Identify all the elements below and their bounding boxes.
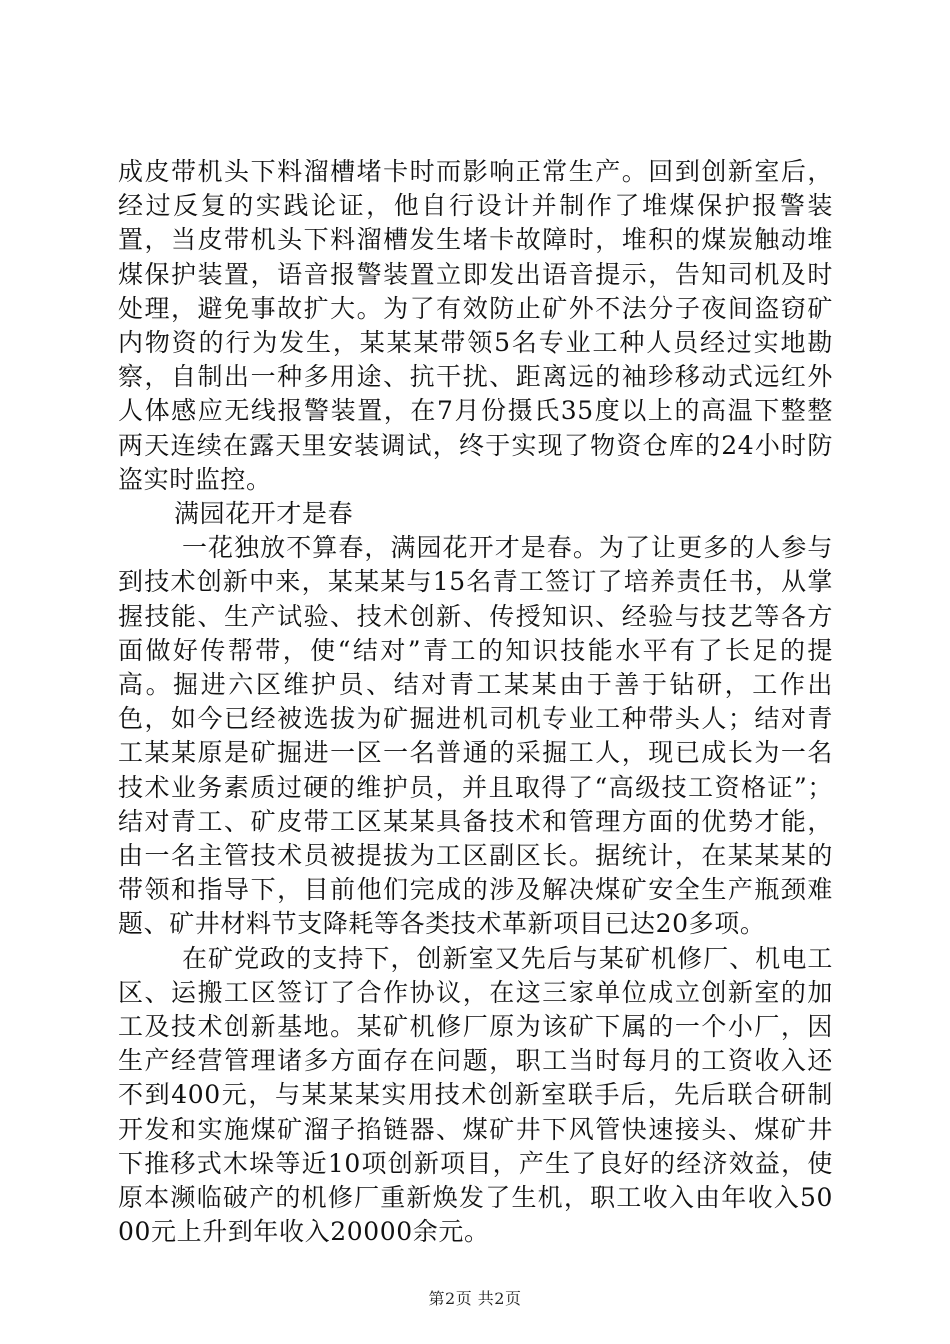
paragraph-continuation: 成皮带机头下料溜槽堵卡时而影响正常生产。回到创新室后，经过反复的实践论证，他自行设计并制作了堆煤保护报警装置，当皮带机头下料溜槽发生堵卡故障时，堆积的煤炭触动堆煤保护装置，语音报警装置立即发出语音提示，告知司机及时处理，避免事故扩大。为了有效防止矿外不法分子夜间盗窃矿内物资的行为发生，某某某带领5名专业工种人员经过实地勘察，自制出一种多用途、抗干扰、距离远的袖珍移动式远红外人体感应无线报警装置，在7月份摄氏35度以上的高温下整整两天连续在露天里安装调试，终于实现了物资仓库的24小时防盗实时监控。 bbox=[118, 157, 833, 494]
paragraph-cooperation: 在矿党政的支持下，创新室又先后与某矿机修厂、机电工区、运搬工区签订了合作协议，在这三家单位成立创新室的加工及技术创新基地。某矿机修厂原为该矿下属的一个小厂，因生产经营管理诸多方面存在问题，职工当时每月的工资收入还不到400元，与某某某实用技术创新室联手后，先后联合研制开发和实施煤矿溜子掐链器、煤矿井下风管快速接头、煤矿井下推移式木垛等近10项创新项目，产生了良好的经济效益，使原本濒临破产的机修厂重新焕发了生机，职工收入由年收入5000元上升到年收入20000余元。 bbox=[118, 943, 833, 1247]
page-number-footer: 第2页 共2页 bbox=[428, 1289, 522, 1308]
section-heading: 满园花开才是春 bbox=[174, 499, 354, 529]
paragraph-mentoring: 一花独放不算春，满园花开才是春。为了让更多的人参与到技术创新中来，某某某与15名青工签订了培养责任书，从掌握技能、生产试验、技术创新、传授知识、经验与技艺等各方面做好传帮带，使“结对”青工的知识技能水平有了长足的提高。掘进六区维护员、结对青工某某由于善于钻研，工作出色，如今已经被选拔为矿掘进机司机专业工种带头人；结对青工某某原是矿掘进一区一名普通的采掘工人，现已成长为一名技术业务素质过硬的维护员，并且取得了“高级技工资格证”；结对青工、矿皮带工区某某具备技术和管理方面的优势才能，由一名主管技术员被提拔为工区副区长。据统计，在某某某的带领和指导下，目前他们完成的涉及解决煤矿安全生产瓶颈难题、矿井材料节支降耗等各类技术革新项目已达20多项。 bbox=[118, 533, 833, 939]
document-body bbox=[118, 155, 833, 1250]
